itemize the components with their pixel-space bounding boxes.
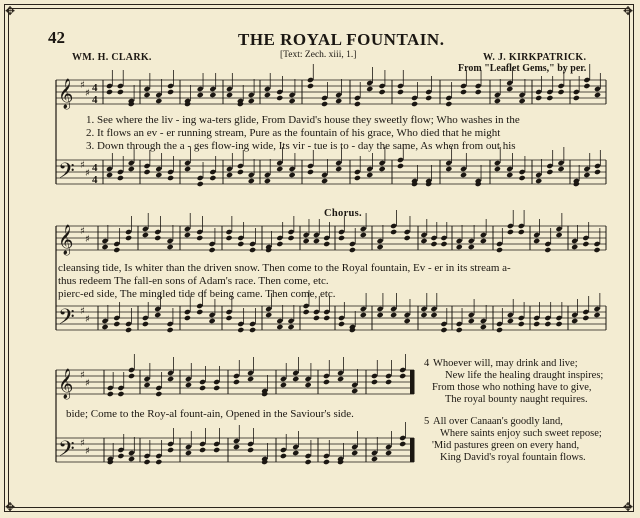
note-head	[307, 169, 314, 175]
note-head	[494, 166, 501, 172]
verse-line: pierc-ed side, The mingled tide of being came. Then come, etc.	[58, 288, 336, 300]
bass-clef-icon: 𝄢	[58, 437, 75, 467]
note-head	[276, 241, 283, 247]
note-head	[445, 166, 452, 172]
note-head	[335, 166, 342, 172]
note-head	[582, 241, 589, 247]
corner-ornament-icon: ✥	[5, 500, 16, 514]
note-head	[249, 327, 256, 333]
note-head	[303, 238, 310, 244]
note-head	[226, 92, 233, 98]
note-head	[377, 244, 384, 250]
verse-line: 3. Down through the a - ges flow-ing wide, Its vir - tue is to - day the same, As when from out his	[86, 140, 516, 152]
note-head	[292, 376, 299, 382]
note-head	[143, 169, 150, 175]
source-credit: From "Leaflet Gems," by per.	[458, 63, 587, 74]
note-head	[184, 166, 191, 172]
note-head	[582, 315, 589, 321]
verse-line: 1. See where the liv - ing wa-ters glide, From David's house they sweetly flow; Who washes in the	[86, 114, 520, 126]
note-head	[390, 229, 397, 235]
note-head	[337, 376, 344, 382]
note-head	[360, 312, 367, 318]
note-head	[143, 92, 150, 98]
note-head	[430, 241, 437, 247]
note-head	[196, 309, 203, 315]
note-head	[167, 447, 174, 453]
time-signature-bottom: 4	[92, 94, 98, 106]
note-head	[225, 315, 232, 321]
note-head	[468, 244, 475, 250]
note-head	[321, 101, 328, 107]
verse-line: cleansing tide, Is whiter than the driven snow. Then come to the Royal fountain, Ev - er in its stream a-	[58, 262, 511, 274]
time-signature-bottom: 4	[92, 174, 98, 186]
note-head	[475, 89, 482, 95]
note-head	[430, 312, 437, 318]
note-head	[184, 315, 191, 321]
note-head	[335, 98, 342, 104]
note-head	[506, 172, 513, 178]
note-head	[289, 172, 296, 178]
note-head	[371, 379, 378, 385]
note-head	[237, 241, 244, 247]
note-head	[460, 89, 467, 95]
note-head	[390, 312, 397, 318]
note-head	[555, 232, 562, 238]
stanza-line: King David's royal fountain flows.	[440, 452, 586, 463]
note-head	[519, 175, 526, 181]
note-head	[280, 382, 287, 388]
treble-clef-icon: 𝄞	[58, 79, 74, 109]
note-head	[494, 98, 501, 104]
note-head	[237, 169, 244, 175]
hymn-title: THE ROYAL FOUNTAIN.	[238, 30, 445, 49]
note-head	[154, 312, 161, 318]
note-head	[226, 172, 233, 178]
note-head	[313, 315, 320, 321]
sharp-icon: ♯	[80, 160, 85, 171]
note-head	[313, 238, 320, 244]
sharp-icon: ♯	[85, 168, 90, 179]
note-head	[456, 327, 463, 333]
note-head	[167, 327, 174, 333]
chorus-label: Chorus.	[324, 208, 362, 219]
note-head	[276, 324, 283, 330]
note-head	[496, 247, 503, 253]
sharp-icon: ♯	[80, 226, 85, 237]
note-head	[440, 241, 447, 247]
verse-line: bide; Come to the Roy-al fount-ain, Opened in the Saviour's side.	[66, 408, 354, 420]
lyricist-credit: WM. H. CLARK.	[72, 52, 152, 63]
note-head	[265, 312, 272, 318]
bass-clef-icon: 𝄢	[58, 305, 75, 335]
sharp-icon: ♯	[85, 446, 90, 457]
note-head	[385, 450, 392, 456]
note-head	[106, 172, 113, 178]
note-head	[167, 244, 174, 250]
note-head	[167, 376, 174, 382]
note-head	[593, 312, 600, 318]
note-head	[440, 327, 447, 333]
note-head	[196, 235, 203, 241]
note-head	[101, 244, 108, 250]
sharp-icon: ♯	[85, 88, 90, 99]
note-head	[379, 89, 386, 95]
note-head	[379, 166, 386, 172]
note-head	[377, 312, 384, 318]
note-head	[199, 385, 206, 391]
sharp-icon: ♯	[80, 438, 85, 449]
note-head	[303, 309, 310, 315]
note-head	[323, 379, 330, 385]
note-head	[573, 95, 580, 101]
note-head	[546, 95, 553, 101]
note-head	[555, 321, 562, 327]
note-head	[535, 95, 542, 101]
note-head	[289, 98, 296, 104]
note-head	[125, 327, 132, 333]
note-head	[323, 241, 330, 247]
note-head	[583, 172, 590, 178]
note-head	[323, 459, 330, 465]
verse-line: thus redeem The fall-en sons of Adam's race. Then come, etc.	[58, 275, 329, 287]
sharp-icon: ♯	[80, 306, 85, 317]
note-head	[354, 101, 361, 107]
note-head	[480, 324, 487, 330]
page-number: 42	[48, 28, 65, 47]
note-head	[213, 385, 220, 391]
note-head	[113, 321, 120, 327]
treble-clef-icon: 𝄞	[58, 225, 74, 255]
note-head	[142, 321, 149, 327]
note-head	[456, 244, 463, 250]
note-head	[385, 379, 392, 385]
note-head	[544, 247, 551, 253]
sharp-icon: ♯	[85, 314, 90, 325]
note-head	[237, 327, 244, 333]
note-head	[305, 382, 312, 388]
note-head	[154, 235, 161, 241]
note-head	[323, 315, 330, 321]
note-head	[287, 235, 294, 241]
note-head	[247, 447, 254, 453]
stanza-line: The royal bounty naught requires.	[445, 394, 588, 405]
note-head	[167, 89, 174, 95]
note-head	[366, 86, 373, 92]
sharp-icon: ♯	[80, 370, 85, 381]
stanza-line: 'Mid pastures green on every hand,	[432, 440, 580, 451]
note-head	[445, 101, 452, 107]
note-head	[233, 444, 240, 450]
composer-credit: W. J. KIRKPATRICK.	[483, 52, 587, 63]
note-head	[338, 235, 345, 241]
scripture-reference: [Text: Zech. xiii, 1.]	[280, 50, 357, 60]
note-head	[397, 89, 404, 95]
note-head	[128, 373, 135, 379]
stanza-number: 4	[424, 358, 430, 369]
note-head	[209, 92, 216, 98]
note-head	[366, 172, 373, 178]
note-head	[199, 447, 206, 453]
final-bar-line	[410, 438, 414, 462]
note-head	[155, 98, 162, 104]
note-head	[280, 453, 287, 459]
corner-ornament-icon: ✥	[5, 4, 16, 18]
note-head	[533, 238, 540, 244]
note-head	[496, 327, 503, 333]
note-head	[305, 459, 312, 465]
note-head	[213, 447, 220, 453]
treble-clef-icon: 𝄞	[58, 369, 74, 399]
note-head	[411, 101, 418, 107]
note-head	[185, 450, 192, 456]
final-bar-line	[410, 370, 414, 394]
note-head	[292, 450, 299, 456]
corner-ornament-icon: ✥	[623, 500, 634, 514]
note-head	[321, 178, 328, 184]
note-head	[113, 247, 120, 253]
note-head	[155, 459, 162, 465]
note-head	[546, 169, 553, 175]
note-head	[544, 321, 551, 327]
note-head	[143, 382, 150, 388]
note-head	[197, 92, 204, 98]
stanza-line: Whoever will, may drink and live;	[433, 358, 578, 369]
note-head	[351, 388, 358, 394]
note-head	[276, 95, 283, 101]
note-head	[420, 312, 427, 318]
note-head	[117, 89, 124, 95]
note-head	[125, 235, 132, 241]
note-head	[225, 235, 232, 241]
corner-ornament-icon: ✥	[623, 4, 634, 18]
stanza-line: All over Canaan's goodly land,	[433, 416, 563, 427]
note-head	[583, 83, 590, 89]
note-head	[571, 244, 578, 250]
note-head	[399, 373, 406, 379]
note-head	[354, 175, 361, 181]
stanza-line: Where saints enjoy such sweet repose;	[440, 428, 602, 439]
note-head	[233, 379, 240, 385]
note-head	[594, 92, 601, 98]
bass-clef-icon: 𝄢	[58, 159, 75, 189]
note-head	[248, 178, 255, 184]
verse-line: 2. It flows an ev - er running stream, Pure as the fountain of his grace, Who died that he might	[86, 127, 501, 139]
note-head	[307, 83, 314, 89]
note-head	[247, 376, 254, 382]
note-head	[185, 382, 192, 388]
note-head	[371, 456, 378, 462]
note-head	[519, 98, 526, 104]
note-head	[425, 95, 432, 101]
note-head	[106, 89, 113, 95]
note-head	[209, 175, 216, 181]
note-head	[557, 89, 564, 95]
note-head	[518, 229, 525, 235]
note-head	[155, 172, 162, 178]
note-head	[468, 318, 475, 324]
note-head	[155, 391, 162, 397]
note-head	[420, 238, 427, 244]
note-head	[507, 318, 514, 324]
note-head	[264, 92, 271, 98]
sharp-icon: ♯	[85, 378, 90, 389]
sharp-icon: ♯	[85, 234, 90, 245]
note-head	[351, 450, 358, 456]
note-head	[117, 391, 124, 397]
note-head	[107, 391, 114, 397]
note-head	[535, 178, 542, 184]
note-head	[287, 324, 294, 330]
note-head	[557, 166, 564, 172]
note-head	[117, 175, 124, 181]
note-head	[506, 86, 513, 92]
note-head	[480, 238, 487, 244]
note-head	[209, 247, 216, 253]
note-head	[593, 247, 600, 253]
note-head	[143, 459, 150, 465]
note-head	[167, 175, 174, 181]
note-head	[533, 321, 540, 327]
note-head	[197, 181, 204, 187]
note-head	[507, 229, 514, 235]
note-head	[571, 318, 578, 324]
sharp-icon: ♯	[80, 80, 85, 91]
note-head	[397, 163, 404, 169]
note-head	[276, 166, 283, 172]
note-head	[142, 232, 149, 238]
stanza-line: New life the healing draught inspires;	[445, 370, 604, 381]
note-head	[248, 98, 255, 104]
stanza-number: 5	[424, 416, 430, 427]
note-head	[128, 456, 135, 462]
note-head	[349, 247, 356, 253]
note-head	[209, 318, 216, 324]
note-head	[460, 172, 467, 178]
note-head	[101, 324, 108, 330]
note-head	[117, 453, 124, 459]
note-head	[184, 232, 191, 238]
note-head	[404, 235, 411, 241]
note-head	[399, 441, 406, 447]
note-head	[338, 321, 345, 327]
note-head	[518, 321, 525, 327]
stanza-line: From those who nothing have to give,	[432, 382, 592, 393]
note-head	[249, 247, 256, 253]
note-head	[404, 318, 411, 324]
note-head	[264, 178, 271, 184]
note-head	[360, 232, 367, 238]
time-signature-top: 4	[92, 162, 98, 174]
time-signature-top: 4	[92, 82, 98, 94]
note-head	[594, 169, 601, 175]
note-head	[128, 166, 135, 172]
